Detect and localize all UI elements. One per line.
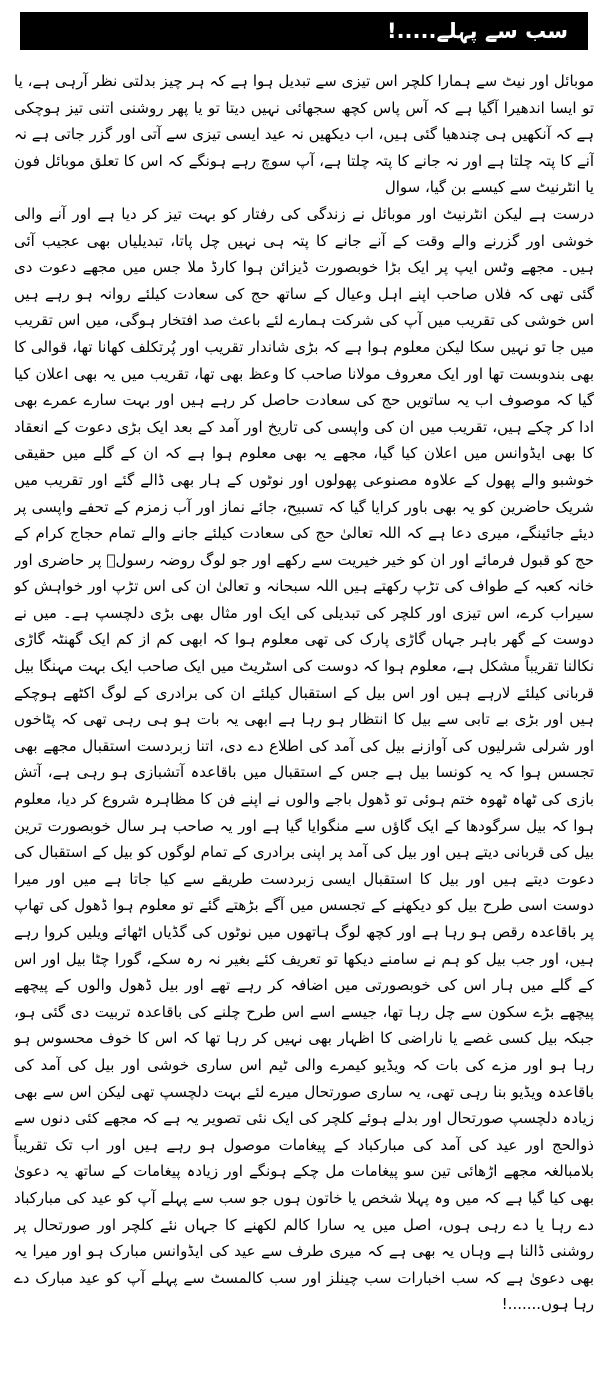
article-paragraph-1: موبائل اور نیٹ سے ہمارا کلچر اس تیزی سے تبدیل ہوا ہے کہ ہر چیز بدلتی نظر آرہی ہے، یا تو ایسا اندھیرا آگیا ہے کہ آس پاس کچھ سجھائی نہیں دیتا تو یا پھر روشنی اتنی تیز ہوچکی ہے کہ آنکھیں ہی چندھیا گئی ہیں، اب دیکھیں نہ عید ایسی تیزی سے آتی اور گزر جاتی ہے نہ آنے کا پتہ چلتا ہے اور نہ جانے کا پتہ چلتا ہے، آپ سوچ رہے ہونگے کہ اس کا تعلق موبائل فون یا انٹرنیٹ سے کیسے بن گیا، سوال xyxy=(14,72,594,197)
column-title-bar xyxy=(20,12,588,50)
column-article xyxy=(14,68,594,1378)
column-title: سب سے پہلے.....! xyxy=(387,19,568,43)
article-paragraph-2: درست ہے لیکن انٹرنیٹ اور موبائل نے زندگی کی رفتار کو بہت تیز کر دیا ہے اور آنے والی خوشی اور گزرنے والے وقت کے آنے جانے کا پتہ ہی نہیں چل پاتا، تبدیلیاں بھی عجیب آئی ہیں۔ مجھے وٹس ایپ پر ایک بڑا خوبصورت ڈیزائن ہوا کارڈ ملا جس میں مجھے دعوت دی گئی تھی کہ فلاں صاحب اپنے اہل وعیال کے ساتھ حج کی سعادت کیلئے روانہ ہو رہے ہیں اس خوشی کی تقریب میں آپ کی شرکت ہمارے لئے باعث صد افتخار ہوگی، میں اس تقریب میں جا تو نہیں سکا لیکن معلوم ہوا ہے کہ بڑی شاندار تقریب اور پُرتکلف کھانا تھا، قوالی کا بھی بندوبست تھا اور ایک معروف مولانا صاحب کا وعظ بھی تھا، تقریب میں یہ بھی اعلان کیا گیا کہ موصوف اب یہ ساتویں حج کی سعادت حاصل کر رہے ہیں اور بہت سارے عمرے بھی ادا کر چکے ہیں، تقریب میں ان کی واپسی کی تاریخ اور آمد کے بعد ایک بڑی دعوت کے انعقاد کا بھی ایڈوانس میں اعلان کیا گیا، مجھے یہ بھی معلوم ہوا ہے کہ ان کے گلے میں حقیقی خوشبو والے پھول کے علاوہ مصنوعی پھولوں اور نوٹوں کے ہار بھی ڈالے گئے اور تقریب میں شریک حاضرین کو یہ بھی باور کرایا گیا کہ تسبیح، جائے نماز اور آب زمزم کے تحفے واپسی پر دیئے جائینگے، میری دعا ہے کہ اللہ تعالیٰ حج کی سعادت کیلئے جانے والے تمام حجاج کرام کے حج کو قبول فرمائے اور ان کو خیر خیریت سے رکھے اور جو لوگ روضہ رسولؐ پر حاضری اور خانہ کعبہ کے طواف کی تڑپ رکھتے ہیں اللہ سبحانہ و تعالیٰ ان کی اس تڑپ اور خواہش کو سیراب کرے، اس تیزی اور کلچر کی تبدیلی کی ایک اور مثال بھی بڑی دلچسپ ہے۔ میں نے دوست کے گھر باہر جہاں گاڑی پارک کی تھی معلوم ہوا کہ ابھی کم از کم ایک گھنٹہ گاڑی نکالنا تقریباً مشکل ہے، معلوم ہوا کہ دوست کی اسٹریٹ میں ایک صاحب ایک بہت مہنگا بیل قربانی کیلئے لارہے ہیں اور اس بیل کے استقبال کیلئے ان کی برادری کے لوگ اکٹھے ہوچکے ہیں اور بڑی بے تابی سے بیل کا انتظار ہو رہا ہے ابھی یہ بات ہو ہی رہی تھی کہ پٹاخوں اور شرلی شرلیوں کی آوازنے بیل کی آمد کی اطلاع دے دی، اتنا زبردست استقبال مجھے بھی تجسس ہوا کہ یہ کونسا بیل ہے جس کے استقبال میں باقاعدہ آتشبازی ہو رہی ہے، آتش بازی کی ٹھاہ ٹھوہ ختم ہوئی تو ڈھول باجے والوں نے اپنے فن کا مظاہرہ شروع کر دیا، معلوم ہوا کہ بیل سرگودھا کے ایک گاؤں سے منگوایا گیا ہے اور یہ صاحب ہر سال خوبصورت ترین بیل کی قربانی دیتے ہیں اور بیل کی آمد پر اپنی برادری کے تمام لوگوں کو بیل کے استقبال کی دعوت دیتے ہیں اور بیل کا استقبال ایسی زبردست طریقے سے کیا جاتا ہے میں اور میرا دوست اسی طرح بیل کو دیکھنے کے تجسس میں آگے بڑھتے گئے تو معلوم ہوا ڈھول کی تھاپ پر باقاعدہ رقص ہو رہا ہے اور کچھ لوگ ہاتھوں میں نوٹوں کی گڈیاں اٹھائے ویلیں کروا رہے ہیں، اور جب بیل کو ہم نے سامنے دیکھا تو تعریف کئے بغیر نہ رہ سکے، گورا چٹا بیل اور اس کے گلے میں ہار اس کی خوبصورتی میں اضافہ کر رہے تھے اور بیل ڈھول والوں کے پیچھے پیچھے بڑے سکون سے چل رہا تھا، جیسے اسے اس طرح چلنے کی باقاعدہ تربیت دی گئی ہو، جبکہ بیل کسی غصے یا ناراضی کا اظہار بھی نہیں کر رہا تھا کہ اس کا خوف محسوس ہو رہا ہو اور مزے کی بات کہ ویڈیو کیمرے والی ٹیم اس ساری خوشی اور بیل کی آمد کی باقاعدہ ویڈیو بنا رہی تھی، یہ ساری صورتحال میرے لئے بہت دلچسپ تھی لیکن اس سے بھی زیادہ دلچسپ صورتحال اور بدلے ہوئے کلچر کی ایک نئی تصویر یہ ہے کہ مجھے کئی دنوں سے ذوالحج اور عید کی آمد کی مبارکباد کے پیغامات موصول ہو رہے ہیں اور اب تک تقریباً بلامبالغہ مجھے اڑھائی تین سو پیغامات مل چکے ہونگے اور زیادہ پیغامات کے ساتھ یہ دعویٰ بھی کیا گیا ہے کہ میں وہ پہلا شخص یا خاتون ہوں جو سب سے پہلے آپ کو عید کی مبارکباد دے رہا یا دے رہی ہوں، اصل میں یہ سارا کالم لکھنے کا جہاں نئے کلچر اور صورتحال پر روشنی ڈالنا ہے وہاں یہ بھی ہے کہ میری طرف سے عید کی ایڈوانس مبارک ہو اور میرا یہ بھی دعویٰ ہے کہ سب اخبارات سب چینلز اور سب کالمسٹ سے پہلے آپ کو عید مبارک دے رہا ہوں.......! xyxy=(14,204,594,1314)
